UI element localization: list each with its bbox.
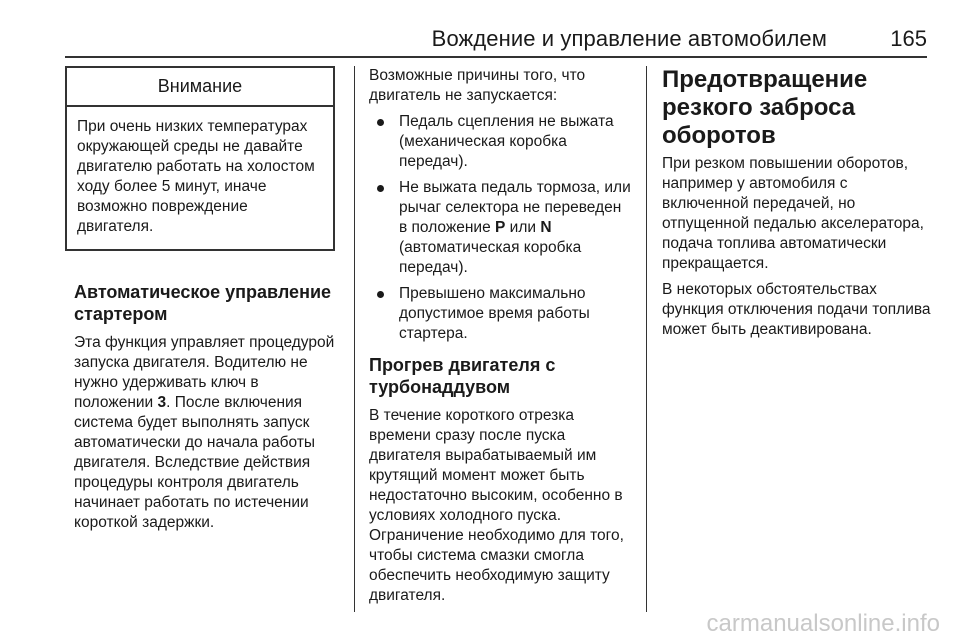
warning-heading: Внимание [67, 68, 333, 107]
list-item: Педаль сцепления не выжата (механическая коробка передач). [369, 112, 633, 172]
bullet-icon [377, 185, 384, 192]
column-divider-2 [646, 66, 647, 612]
auto-start-paragraph: Эта функция управляет процедурой запуска двигателя. Водителю не нужно удерживать ключ в положении 3. После включения система будет выполнять запуск автоматически до начала работы двигателя. Вследствие действия процедуры контроля двигатель начинает работать по истечении короткой задержки. [74, 334, 335, 531]
warning-text: При очень низких температурах окружающей среды не давайте двигателю работать на холостом ходу более 5 минут, иначе возможно повреждение двигателя. [77, 118, 315, 235]
causes-intro: Возможные причины того, что двигатель не запускается: [369, 67, 586, 104]
running-title: Вождение и управление автомобилем [431, 26, 827, 51]
rev-paragraph-2: В некоторых обстоятельствах функция отключения подачи топлива может быть деактивирована. [662, 281, 931, 338]
page-number: 165 [890, 26, 927, 51]
column-left [74, 66, 342, 533]
turbo-paragraph: В течение короткого отрезка времени сразу после пуска двигателя вырабатываемый им крутящий момент может быть недостаточно высоким, особенно в условиях холодного пуска. Ограничение необходимо для того, чтобы система смазки смогла обеспечить необходимую защиту двигателя. [369, 407, 624, 604]
warning-box [65, 66, 335, 251]
bullet-icon [377, 291, 384, 298]
column-middle [369, 66, 633, 606]
column-right [662, 66, 932, 340]
watermark: carmanualsonline.info [706, 610, 940, 637]
column-divider-1 [354, 66, 355, 612]
turbo-heading: Прогрев двигателя с турбонаддувом [369, 355, 556, 397]
page-header [65, 24, 927, 58]
rev-paragraph-1: При резком повышении оборотов, например у автомобиля с включенной передачей, но отпущенной педалью акселератора, подача топлива автоматически прекращается. [662, 155, 924, 272]
causes-list [369, 112, 633, 344]
bullet-icon [377, 119, 384, 126]
list-item: Превышено максимально допустимое время работы стартера. [369, 284, 633, 344]
auto-start-heading: Автоматическое управление стартером [74, 282, 332, 324]
key-position: 3 [157, 394, 167, 411]
list-item: Не выжата педаль тормоза, или рычаг селектора не переведен в положение P или N (автоматическая коробка передач). [369, 178, 633, 278]
rev-heading: Предотвращение резкого заброса оборотов [662, 66, 868, 149]
